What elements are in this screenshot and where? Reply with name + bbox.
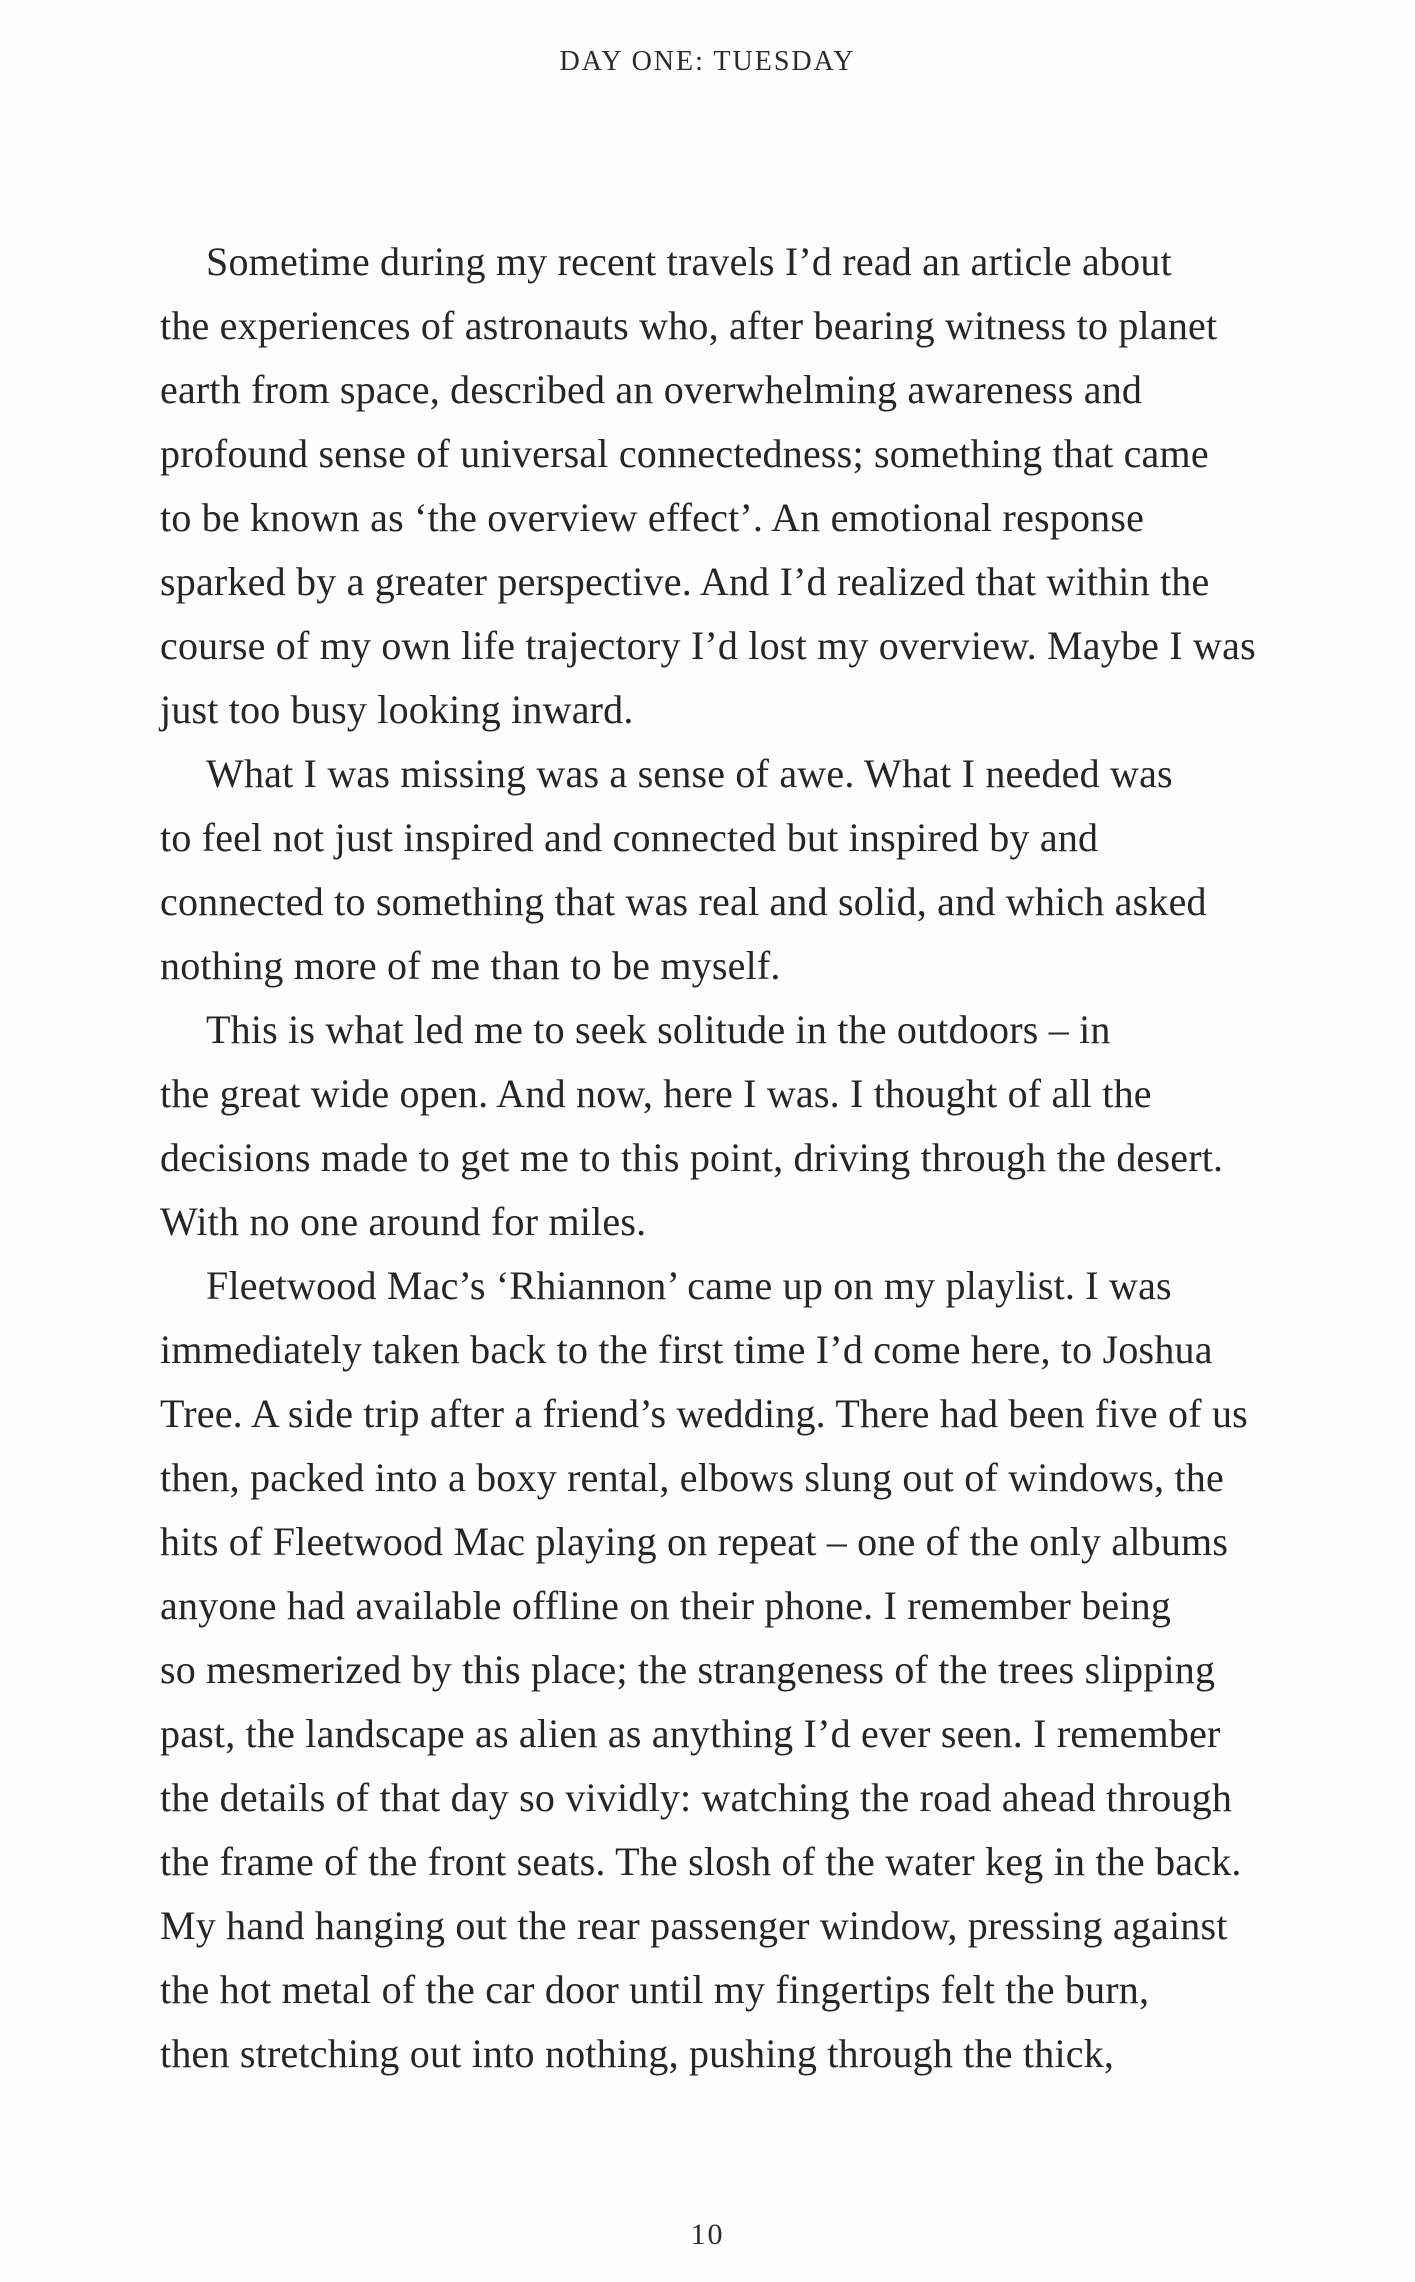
text-line: With no one around for miles. [160,1199,647,1244]
text-line: the hot metal of the car door until my fingertips felt the burn, [160,1967,1150,2012]
text-line: Fleetwood Mac’s ‘Rhiannon’ came up on my playlist. I was [206,1263,1172,1308]
text-line: What I was missing was a sense of awe. What I needed was [206,751,1173,796]
text-line: Sometime during my recent travels I’d read an article about [206,239,1172,284]
text-line: to feel not just inspired and connected but inspired by and [160,815,1099,860]
text-line: Tree. A side trip after a friend’s wedding. There had been five of us [160,1391,1248,1436]
running-head: DAY ONE: TUESDAY [559,46,856,77]
text-line: nothing more of me than to be myself. [160,943,781,988]
text-line: anyone had available offline on their phone. I remember being [160,1583,1172,1628]
text-line: to be known as ‘the overview effect’. An emotional response [160,495,1145,540]
text-line: My hand hanging out the rear passenger window, pressing against [160,1903,1228,1948]
text-line: connected to something that was real and solid, and which asked [160,879,1207,924]
text-line: course of my own life trajectory I’d lost my overview. Maybe I was [160,623,1256,668]
page-number: 10 [690,2218,725,2251]
text-line: profound sense of universal connectedness; something that came [160,431,1209,476]
text-line: the experiences of astronauts who, after bearing witness to planet [160,303,1218,348]
text-line: decisions made to get me to this point, driving through the desert. [160,1135,1224,1180]
text-line: This is what led me to seek solitude in the outdoors – in [206,1007,1111,1052]
text-line: then, packed into a boxy rental, elbows slung out of windows, the [160,1455,1224,1500]
text-line: then stretching out into nothing, pushing through the thick, [160,2031,1115,2076]
text-line: the frame of the front seats. The slosh of the water keg in the back. [160,1839,1242,1884]
text-line: just too busy looking inward. [160,687,634,732]
text-line: past, the landscape as alien as anything I’d ever seen. I remember [160,1711,1221,1756]
text-line: earth from space, described an overwhelming awareness and [160,367,1143,412]
text-line: hits of Fleetwood Mac playing on repeat – one of the only albums [160,1519,1229,1564]
text-line: the great wide open. And now, here I was. I thought of all the [160,1071,1152,1116]
text-line: so mesmerized by this place; the strangeness of the trees slipping [160,1647,1216,1692]
text-line: sparked by a greater perspective. And I’d realized that within the [160,559,1210,604]
text-line: immediately taken back to the first time I’d come here, to Joshua [160,1327,1213,1372]
text-line: the details of that day so vividly: watching the road ahead through [160,1775,1233,1820]
